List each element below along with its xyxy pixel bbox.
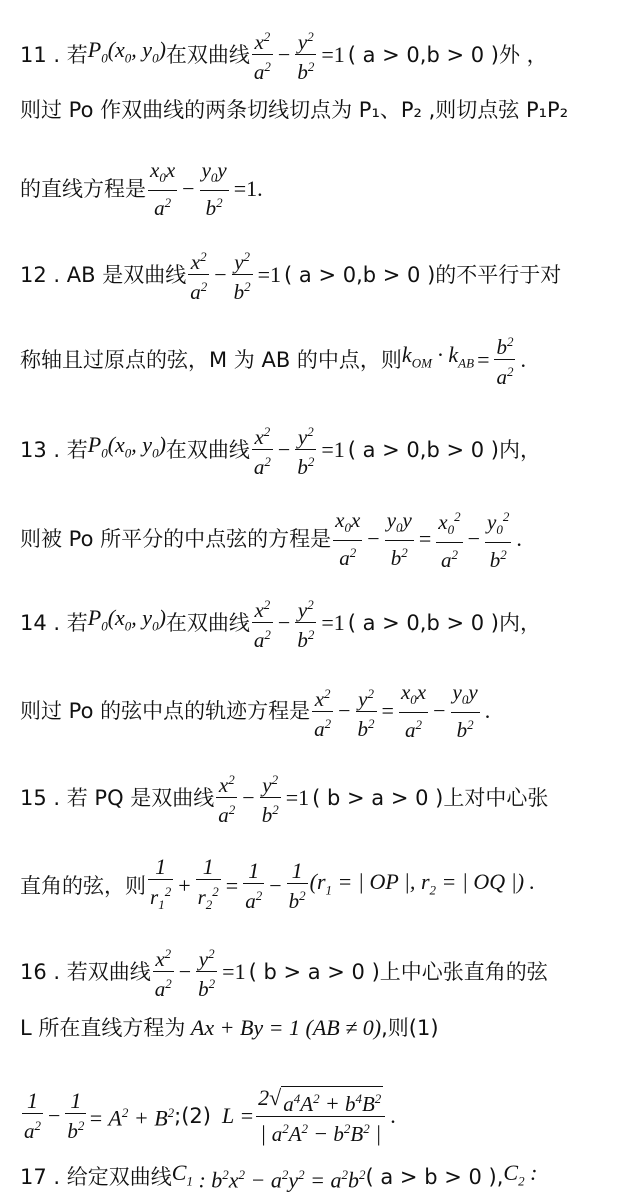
- fraction: $\frac{y^2}{b^2}$: [233, 249, 251, 304]
- equals-one: =1.: [233, 176, 263, 202]
- fraction: $\frac{y_0^2}{b^2}$: [487, 509, 510, 573]
- text: 在双曲线: [165, 437, 250, 462]
- item-12-line-1: [20, 245, 632, 304]
- equals-one: =1: [321, 609, 345, 635]
- fraction: $\frac{x_0x}{a^2}$: [335, 507, 361, 570]
- item-11-line-3: [20, 158, 632, 220]
- minus: −: [367, 525, 380, 551]
- plus: +: [178, 873, 191, 899]
- period: .: [516, 525, 522, 551]
- math-L: L =: [210, 1103, 255, 1128]
- equals: =: [381, 698, 394, 724]
- minus: −: [277, 609, 291, 635]
- period: .: [484, 698, 491, 724]
- text: 则过 Po 作双曲线的两条切线切点为 P₁、P₂ ,则切点弦 P₁P₂: [20, 98, 569, 122]
- math-slope-product: $k_{OM} \cdot k_{AB}$: [401, 342, 475, 371]
- fraction: $\frac{x^2}{a^2}$: [314, 685, 332, 741]
- equals: =: [225, 873, 239, 899]
- math-sum-squares: = $A^2 + B^2$: [88, 1105, 175, 1131]
- text: 17 . 给定双曲线: [20, 1165, 172, 1190]
- fraction: $\frac{1}{b^2}$: [288, 858, 306, 914]
- math-P0: $P_0(x_0$, $y_0$): [87, 432, 166, 461]
- math-C1-eq: : $b^2x^2 - a^2y^2 = a^2b^2$: [198, 1166, 366, 1192]
- period: .: [520, 346, 526, 372]
- fraction: $\frac{x^2}{a^2}$: [218, 772, 236, 827]
- period: .: [390, 1103, 396, 1128]
- fraction: $\frac{y^2}{b^2}$: [297, 424, 315, 479]
- equals: =: [477, 346, 490, 372]
- fraction: $\frac{y^2}{b^2}$: [297, 29, 315, 84]
- fraction: $\frac{y^2}{b^2}$: [198, 946, 216, 1001]
- fraction: $\frac{1}{a^2}$: [24, 1088, 41, 1143]
- text: ( a > 0,b > 0 )外 ，: [347, 42, 548, 67]
- text: 直角的弦，则: [20, 874, 146, 899]
- text: L 所在直线方程为: [20, 1016, 186, 1040]
- fraction: $\frac{y_0y}{b^2}$: [452, 680, 478, 743]
- fraction: 2 √ $a^4A^2 + b^4B^2$ | $a^2A^2 - b^2B^2$ |: [256, 1086, 385, 1146]
- minus: −: [48, 1103, 61, 1128]
- fraction: $\frac{1}{b^2}$: [67, 1088, 85, 1143]
- text: ( b > a > 0 )上中心张直角的弦: [248, 959, 548, 984]
- fraction: $\frac{x_0^2}{a^2}$: [438, 509, 461, 573]
- text: ( a > b > 0 ),: [365, 1165, 504, 1190]
- math-line-eq: Ax + By = 1 (AB ≠ 0): [185, 1015, 382, 1040]
- minus: −: [214, 261, 227, 287]
- item-11-line-2: [20, 95, 632, 125]
- text: ( b > a > 0 )上对中心张: [312, 785, 549, 810]
- math-C2: $C_2$ :: [503, 1160, 538, 1189]
- equals-one: =1: [257, 261, 282, 287]
- minus: −: [467, 525, 481, 551]
- text: 的直线方程是: [20, 177, 146, 202]
- minus: −: [433, 698, 446, 724]
- math-P0: $P_0(x_0$, $y_0$): [87, 605, 166, 634]
- item-16-line-3: [20, 1086, 632, 1146]
- fraction: $\frac{y^2}{b^2}$: [297, 597, 315, 652]
- minus: −: [178, 958, 192, 984]
- fraction: $\frac{x^2}{a^2}$: [253, 29, 271, 84]
- text: ,则(1): [381, 1016, 439, 1040]
- text: 14 . 若: [20, 610, 88, 635]
- text: ;(2): [174, 1104, 211, 1128]
- text: ( a > 0,b > 0 )内，: [347, 610, 541, 635]
- equals-one: =1: [321, 436, 345, 462]
- fraction: $\frac{1}{r_1^2}$: [150, 854, 172, 913]
- item-12-line-2: [20, 330, 632, 389]
- text: 16 . 若双曲线: [20, 959, 151, 984]
- fraction: $\frac{x^2}{a^2}$: [190, 249, 208, 304]
- minus: −: [182, 176, 195, 202]
- fraction: $\frac{b^2}{a^2}$: [496, 334, 514, 389]
- fraction: $\frac{x^2}{a^2}$: [253, 424, 271, 479]
- text: 15 . 若 PQ 是双曲线: [20, 785, 215, 810]
- fraction: $\frac{x_0x}{a^2}$: [150, 158, 176, 221]
- minus: −: [277, 436, 291, 462]
- text: 13 . 若: [20, 437, 88, 462]
- math-C1: $C_1$: [171, 1160, 193, 1189]
- math-P0: $P_0(x_0$, $y_0$): [87, 37, 166, 66]
- item-11-line-1: [20, 25, 632, 84]
- text: 12 . AB 是双曲线: [20, 262, 187, 287]
- text: 则被 Po 所平分的中点弦的方程是: [20, 526, 332, 551]
- text: 在双曲线: [165, 42, 250, 67]
- item-15-line-1: [20, 768, 632, 827]
- fraction: $\frac{y^2}{b^2}$: [357, 685, 375, 741]
- item-16-line-2: [20, 1013, 632, 1043]
- text: 11 . 若: [20, 42, 88, 67]
- text: ( a > 0,b > 0 )内，: [347, 437, 541, 462]
- item-15-line-2: [20, 855, 632, 917]
- fraction: $\frac{x_0x}{a^2}$: [400, 680, 427, 743]
- minus: −: [242, 784, 255, 810]
- math-radii: ($r_1$ = | OP |, $r_2$ = | OQ |) .: [309, 868, 536, 898]
- item-14-line-2: [20, 680, 632, 742]
- minus: −: [277, 41, 291, 67]
- item-16-line-1: [20, 942, 632, 1001]
- item-13-line-1: [20, 420, 632, 479]
- fraction: $\frac{x^2}{a^2}$: [253, 597, 271, 652]
- fraction: $\frac{1}{a^2}$: [245, 858, 263, 914]
- fraction: $\frac{1}{r_2^2}$: [197, 854, 219, 913]
- text: 则过 Po 的弦中点的轨迹方程是: [20, 699, 311, 724]
- equals-one: =1: [285, 784, 310, 810]
- minus: −: [338, 698, 351, 724]
- fraction: $\frac{y_0y}{b^2}$: [201, 158, 227, 221]
- item-14-line-1: [20, 593, 632, 652]
- item-13-line-2: [20, 505, 632, 572]
- text: ( a > 0,b > 0 )的不平行于对: [284, 262, 562, 287]
- equals-one: =1: [321, 41, 345, 67]
- text: 称轴且过原点的弦，M 为 AB 的中点，则: [20, 347, 402, 372]
- minus: −: [269, 873, 282, 899]
- item-17-line-1: [20, 1158, 632, 1196]
- fraction: $\frac{y^2}{b^2}$: [261, 772, 279, 827]
- equals-one: =1: [222, 958, 246, 984]
- fraction: $\frac{y_0y}{b^2}$: [386, 507, 412, 570]
- text: 在双曲线: [165, 610, 250, 635]
- equals: =: [418, 525, 432, 551]
- fraction: $\frac{x^2}{a^2}$: [154, 946, 172, 1001]
